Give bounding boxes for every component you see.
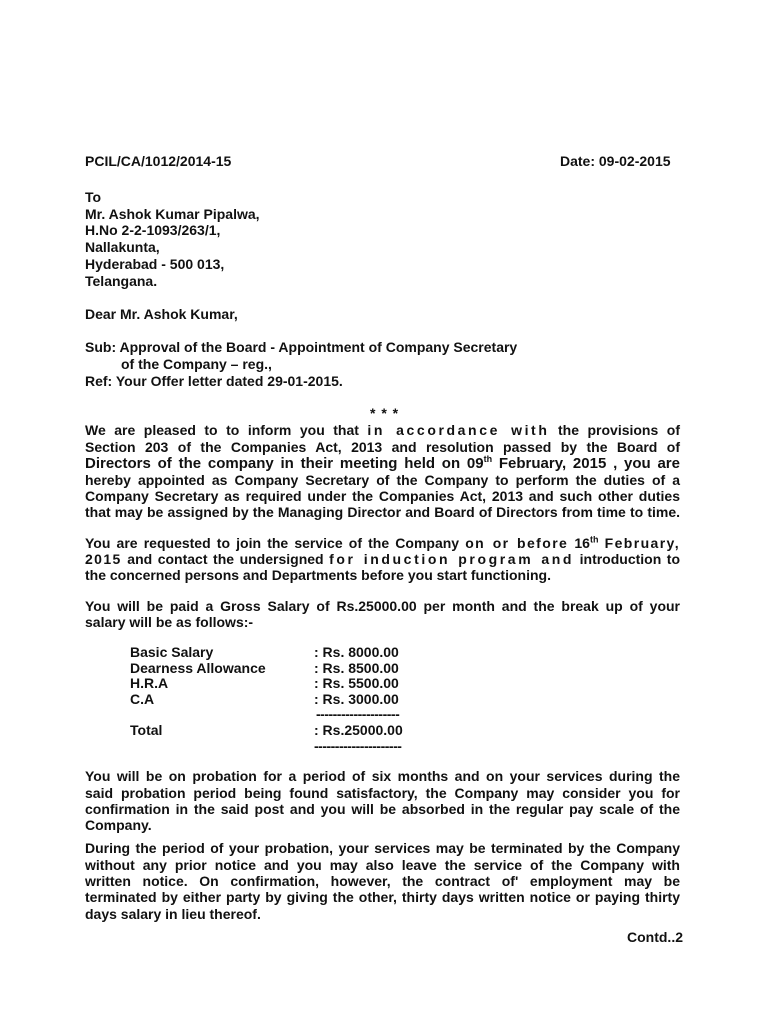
- total-label: Total: [130, 722, 163, 738]
- salary-label: C.A: [130, 691, 155, 707]
- para1-line5: Company Secretary as required under the Companies Act, 2013 and such other duties: [85, 488, 680, 504]
- para3-line1: You will be paid a Gross Salary of Rs.25000.00 per month and the break up of your: [85, 598, 680, 614]
- salary-value: : Rs. 3000.00: [314, 691, 399, 707]
- address-house: H.No 2-2-1093/263/1,: [85, 222, 221, 238]
- reference-line: Ref: Your Offer letter dated 29-01-2015.: [85, 373, 343, 389]
- address-city: Hyderabad - 500 013,: [85, 256, 225, 272]
- para3-line2: salary will be as follows:-: [85, 614, 254, 630]
- rule-line: ---------------------: [314, 738, 402, 754]
- para5-line5: days salary in lieu thereof.: [85, 906, 261, 922]
- para2-line2: 2015 and contact the undersigned for induction program and introduction to: [85, 551, 681, 567]
- salutation: Dear Mr. Ashok Kumar,: [85, 306, 238, 322]
- para5-line3: written notice. On confirmation, however, the contract of' employment may be: [85, 873, 680, 889]
- para1-line4: hereby appointed as Company Secretary of the Company to perform the duties of a: [85, 472, 680, 488]
- para4-line2: said probation period being found satisfactory, the Company may consider you for: [85, 785, 680, 801]
- para1-line1: We are pleased to to inform you that in accordance with the provisions of: [85, 422, 680, 438]
- salary-value: : Rs. 5500.00: [314, 675, 399, 691]
- letter-date: Date: 09-02-2015: [560, 153, 671, 169]
- para4-line1: You will be on probation for a period of six months and on your services during the: [85, 768, 680, 784]
- para1-line2: Section 203 of the Companies Act, 2013 and resolution passed by the Board of: [85, 439, 680, 455]
- para2-line3: the concerned persons and Departments before you start functioning.: [85, 567, 551, 583]
- continued-marker: Contd..2: [627, 929, 683, 945]
- address-to: To: [85, 189, 102, 205]
- address-state: Telangana.: [85, 273, 158, 289]
- para5-line4: terminated by either party by giving the other, thirty days written notice or paying thirty: [85, 889, 680, 905]
- salary-label: H.R.A: [130, 675, 169, 691]
- para1-line3: Directors of the company in their meeting held on 09th February, 2015 , you are: [85, 454, 680, 472]
- salary-value: : Rs. 8000.00: [314, 644, 399, 660]
- reference-number: PCIL/CA/1012/2014-15: [85, 153, 232, 169]
- total-value: : Rs.25000.00: [314, 722, 403, 738]
- para4-line4: Company.: [85, 817, 152, 833]
- salary-label: Dearness Allowance: [130, 660, 266, 676]
- rule-line: --------------------: [316, 706, 400, 722]
- para2-line1: You are requested to join the service of the Company on or before 16th February,: [85, 534, 680, 551]
- para4-line3: confirmation in the said post and you will be absorbed in the regular pay scale of the: [85, 801, 680, 817]
- para1-line6: that may be assigned by the Managing Director and Board of Directors from time to time.: [85, 504, 680, 520]
- separator: * * *: [370, 405, 400, 421]
- address-area: Nallakunta,: [85, 239, 160, 255]
- subject-line: Sub: Approval of the Board - Appointment of Company Secretary: [85, 339, 518, 355]
- para5-line1: During the period of your probation, your services may be terminated by the Company: [85, 840, 680, 856]
- para5-line2: without any prior notice and you may also leave the service of the Company with: [85, 857, 680, 873]
- subject-line-2: of the Company – reg.,: [121, 356, 272, 372]
- salary-label: Basic Salary: [130, 644, 214, 660]
- recipient-name: Mr. Ashok Kumar Pipalwa,: [85, 206, 260, 222]
- salary-value: : Rs. 8500.00: [314, 660, 399, 676]
